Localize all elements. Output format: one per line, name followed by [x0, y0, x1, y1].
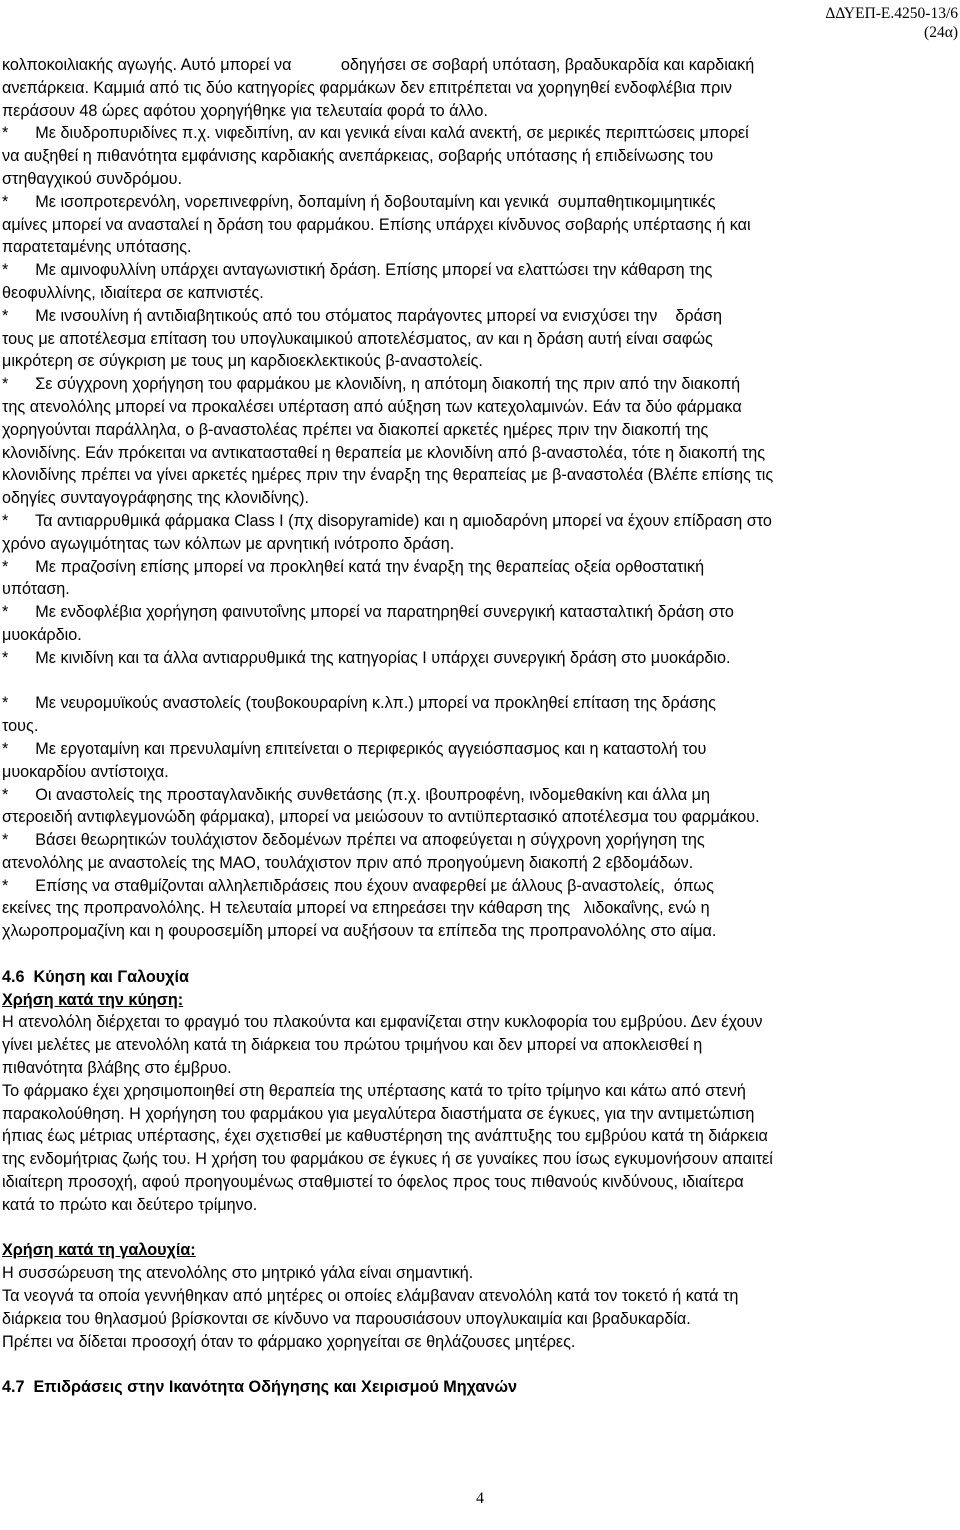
text-line: * Με εργοταμίνη και πρενυλαμίνη επιτείνεται ο περιφερικός αγγειόσπασμος και η καταστολή του	[2, 739, 707, 758]
text-line: * Βάσει θεωρητικών τουλάχιστον δεδομένων πρέπει να αποφεύγεται η σύγχρονη χορήγηση της	[2, 831, 705, 850]
text-line: στεροειδή αντιφλεγμονώδη φάρμακα), μπορεί να μειώσουν το αντιϋπερτασικό αποτέλεσμα του φαρμάκου.	[2, 808, 760, 827]
text-line: Η ατενολόλη διέρχεται το φραγμό του πλακούντα και εμφανίζεται στην κυκλοφορία του εμβρύου. Δεν έχουν	[2, 1013, 763, 1032]
text-line: μυοκαρδίου αντίστοιχα.	[2, 762, 169, 781]
text-line: Το φάρμακο έχει χρησιμοποιηθεί στη θεραπεία της υπέρτασης κατά το τρίτο τρίμηνο και κάτω από στενή	[2, 1081, 746, 1100]
text-line: * Με νευρομυϊκούς αναστολείς (τουβοκουραρίνη κ.λπ.) μπορεί να προκληθεί επίταση της δράσης	[2, 694, 716, 713]
text-line: παρατεταμένης υπότασης.	[2, 238, 192, 257]
text-line: χρόνο αγωγιμότητας των κόλπων με αρνητική ινότροπο δράση.	[2, 534, 455, 553]
text-line: * Με πραζοσίνη επίσης μπορεί να προκληθεί κατά την έναρξη της θεραπείας οξεία ορθοστατική	[2, 557, 705, 576]
text-line: εκείνες της προπρανολόλης. Η τελευταία μπορεί να επηρεάσει την κάθαρση της λιδοκαΐνης, ενώ η	[2, 899, 710, 918]
text-line: μικρότερη σε σύγκριση με τους μη καρδιοεκλεκτικούς β-αναστολείς.	[2, 352, 483, 371]
blank-line	[2, 1217, 957, 1240]
text-line: * Με διυδροπυριδίνες π.χ. νιφεδιπίνη, αν και γενικά είναι καλά ανεκτή, σε μερικές περιπτώσεις μπορεί	[2, 124, 749, 143]
text-line: ατενολόλης με αναστολείς της ΜΑΟ, τουλάχιστον πριν από προηγούμενη διακοπή 2 εβδομάδων.	[2, 853, 694, 872]
text-line: χλωροπρομαζίνη και η φουροσεμίδη μπορεί να αυξήσουν τα επίπεδα της προπρανολόλης στο αίμα.	[2, 922, 717, 941]
text-line: * Επίσης να σταθμίζονται αλληλεπιδράσεις που έχουν αναφερθεί με άλλους β-αναστολείς, όπως	[2, 876, 714, 895]
text-line: * Με ενδοφλέβια χορήγηση φαινυτοΐνης μπορεί να παρατηρηθεί συνεργική κατασταλτική δράση στο	[2, 603, 734, 622]
text-line: * Σε σύγχρονη χορήγηση του φαρμάκου με κλονιδίνη, η απότομη διακοπή της πριν από την διακοπή	[2, 375, 741, 394]
text-line: παρακολούθηση. Η χορήγηση του φαρμάκου για μεγαλύτερα διαστήματα σε έγκυες, για την αντιμετώπιση	[2, 1104, 755, 1123]
text-line: κολποκοιλιακής αγωγής. Αυτό μπορεί να οδηγήσει σε σοβαρή υπόταση, βραδυκαρδία και καρδιακή	[2, 56, 755, 74]
text-line: * Τα αντιαρρυθμικά φάρμακα Class I (πχ disopyramide) και η αμιοδαρόνη μπορεί να έχουν επίδραση στο	[2, 511, 772, 530]
text-line: γίνει μελέτες με ατενολόλη κατά τη διάρκεια του πρώτου τριμήνου και δεν μπορεί να αποκλεισθεί η	[2, 1036, 703, 1055]
text-line: διάρκεια του θηλασμού βρίσκονται σε κίνδυνο να παρουσιάσουν υπογλυκαιμία και βραδυκαρδία.	[2, 1309, 691, 1328]
blank-line	[2, 943, 957, 966]
document-code: ΔΔΥΕΠ-Ε.4250-13/6	[825, 5, 958, 22]
text-line: θεοφυλλίνης, ιδιαίτερα σε καπνιστές.	[2, 283, 264, 302]
document-body	[2, 54, 957, 1399]
text-line: αμίνες μπορεί να ανασταλεί η δράση του φαρμάκου. Επίσης υπάρχει κίνδυνος σοβαρής υπέρτασης ή και	[2, 215, 751, 234]
text-line: * Με ινσουλίνη ή αντιδιαβητικούς από του στόματος παράγοντες μπορεί να ενισχύσει την δράση	[2, 306, 722, 325]
section-heading: 4.6 Κύηση και Γαλουχία	[2, 967, 189, 986]
text-line: της ατενολόλης μπορεί να προκαλέσει υπέρταση από αύξηση των κατεχολαμινών. Εάν τα δύο φάρμακα	[2, 397, 742, 416]
document-reference	[825, 4, 958, 42]
text-line: Η συσσώρευση της ατενολόλης στο μητρικό γάλα είναι σημαντική.	[2, 1264, 474, 1283]
text-line: υπόταση.	[2, 580, 70, 599]
text-line: κατά το πρώτο και δεύτερο τρίμηνο.	[2, 1195, 258, 1214]
text-line: κλονιδίνης πρέπει να γίνει αρκετές ημέρες πριν την έναρξη της θεραπείας με β-αναστολέα (Βλέπε επίσης τις	[2, 466, 774, 485]
text-line: χορηγούνται παράλληλα, ο β-αναστολέας πρέπει να διακοπεί αρκετές ημέρες πριν την διακοπή της	[2, 420, 709, 439]
text-line: να αυξηθεί η πιθανότητα εμφάνισης καρδιακής ανεπάρκειας, σοβαρής υπότασης ή επιδείνωσης του	[2, 147, 714, 166]
text-line: μυοκάρδιο.	[2, 625, 82, 644]
text-line: Πρέπει να δίδεται προσοχή όταν το φάρμακο χορηγείται σε θηλάζουσες μητέρες.	[2, 1332, 576, 1351]
subsection-heading: Χρήση κατά τη γαλουχία:	[2, 1241, 196, 1260]
subsection-heading: Χρήση κατά την κύηση:	[2, 990, 184, 1009]
blank-line	[2, 670, 957, 693]
text-line: της ενδομήτριας ζωής του. Η χρήση του φαρμάκου σε έγκυες ή σε γυναίκες που ίσως εγκυμονήσουν απαιτεί	[2, 1150, 773, 1169]
text-line: * Με κινιδίνη και τα άλλα αντιαρρυθμικά της κατηγορίας Ι υπάρχει συνεργική δράση στο μυοκάρδιο.	[2, 648, 731, 667]
text-line: * Με αμινοφυλλίνη υπάρχει ανταγωνιστική δράση. Επίσης μπορεί να ελαττώσει την κάθαρση της	[2, 261, 713, 280]
document-subcode: (24α)	[924, 24, 958, 41]
text-line: Τα νεογνά τα οποία γεννήθηκαν από μητέρες οι οποίες ελάμβαναν ατενολόλη κατά τον τοκετό ή κατά τη	[2, 1287, 739, 1306]
text-line: τους με αποτέλεσμα επίταση του υπογλυκαιμικού αποτελέσματος, αν και η δράση αυτή είναι σαφώς	[2, 329, 713, 348]
text-line: οδηγίες συνταγογράφησης της κλονιδίνης).	[2, 489, 309, 508]
text-line: * Με ισοπροτερενόλη, νορεπινεφρίνη, δοπαμίνη ή δοβουταμίνη και γενικά συμπαθητικομιμητικές	[2, 192, 716, 211]
section-heading: 4.7 Επιδράσεις στην Ικανότητα Οδήγησης και Χειρισμού Μηχανών	[2, 1378, 518, 1397]
text-line: κλονιδίνης. Εάν πρόκειται να αντικατασταθεί η θεραπεία με κλονιδίνη από β-αναστολέα, τότε η διακοπή της	[2, 443, 766, 462]
page-number: 4	[476, 1490, 484, 1507]
blank-line	[2, 1353, 957, 1376]
text-line: τους.	[2, 717, 39, 736]
text-line: στηθαγχικού συνδρόμου.	[2, 169, 183, 188]
text-line: * Οι αναστολείς της προσταγλανδικής συνθετάσης (π.χ. ιβουπροφένη, ινδομεθακίνη και άλλα μη	[2, 785, 711, 804]
text-line: περάσουν 48 ώρες αφότου χορηγήθηκε για τελευταία φορά το άλλο.	[2, 101, 488, 120]
text-line: ανεπάρκεια. Καμμιά από τις δύο κατηγορίες φαρμάκων δεν επιτρέπεται να χορηγηθεί ενδοφλέβια πριν	[2, 78, 733, 97]
text-line: ιδιαίτερη προσοχή, αφού προηγουμένως σταθμιστεί το όφελος προς τους πιθανούς κινδύνους, ιδιαίτερα	[2, 1173, 744, 1192]
text-line: πιθανότητα βλάβης στο έμβρυο.	[2, 1059, 232, 1078]
text-line: ήπιας έως μέτριας υπέρτασης, έχει σχετισθεί με καθυστέρηση της ανάπτυξης του εμβρύου κατά τη διάρκεια	[2, 1127, 768, 1146]
